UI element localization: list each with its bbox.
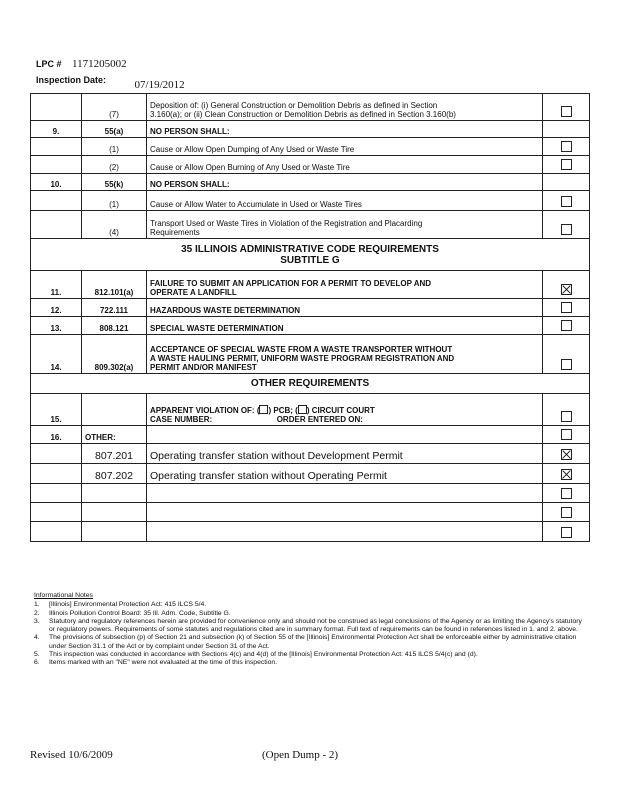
row-9-2-checkbox[interactable] xyxy=(561,159,572,170)
table-row xyxy=(31,503,590,522)
row-12-id: 12. xyxy=(31,299,82,317)
row-7-number: (7) xyxy=(82,94,147,121)
row-11-id: 11. xyxy=(31,271,82,299)
note-text: [Illinois] Environmental Protection Act: 415 ILCS 5/4. xyxy=(49,601,207,609)
row-10-4-number: (4) xyxy=(82,211,147,239)
table-row xyxy=(31,317,590,335)
row-10-1-number: (1) xyxy=(82,191,147,211)
row-7-checkbox[interactable] xyxy=(561,106,572,117)
row-14-id: 14. xyxy=(31,335,82,374)
lpc-number xyxy=(36,58,127,70)
row-14-text: ACCEPTANCE OF SPECIAL WASTE FROM A WASTE TRANSPORTER WITHOUT A WASTE HAULING PERMIT, UNIFORM WASTE PROGRAM REGISTRATION AND PERMIT AND/OR MANIFEST xyxy=(147,335,543,374)
case-number-label: CASE NUMBER: xyxy=(150,415,213,424)
section-header-row xyxy=(31,374,590,394)
notes-list xyxy=(34,601,589,667)
row-11-checkbox[interactable] xyxy=(561,284,572,295)
table-row xyxy=(31,174,590,191)
note-item xyxy=(34,659,589,667)
row-9-2-number: (2) xyxy=(82,156,147,174)
circuit-court-checkbox[interactable] xyxy=(298,405,307,414)
notes-title: Informational Notes xyxy=(34,592,93,599)
section-other-heading: OTHER REQUIREMENTS xyxy=(31,374,590,394)
table-row xyxy=(31,94,590,121)
table-row xyxy=(31,138,590,156)
table-row xyxy=(31,156,590,174)
note-number: 2. xyxy=(34,609,40,617)
blank-row-checkbox[interactable] xyxy=(561,488,572,499)
other-2-checkbox[interactable] xyxy=(561,469,572,480)
note-number: 6. xyxy=(34,659,40,667)
blank-row-checkbox[interactable] xyxy=(561,507,572,518)
inspection-date-value: 07/19/2012 xyxy=(134,79,185,91)
row-15-checkbox[interactable] xyxy=(561,411,572,422)
table-row xyxy=(31,444,590,464)
note-text: Items marked with an "NE" were not evaluated at the time of this inspection. xyxy=(49,659,278,667)
row-15-text: APPARENT VIOLATION OF: ( ) PCB; ( ) CIRCUIT COURT CASE NUMBER: ORDER ENTERED ON: xyxy=(147,394,543,426)
row-9-1-text: Cause or Allow Open Dumping of Any Used or Waste Tire xyxy=(147,138,543,156)
note-number: 3. xyxy=(34,617,40,625)
row-10-id: 10. xyxy=(31,174,82,191)
note-number: 4. xyxy=(34,634,40,642)
table-row xyxy=(31,211,590,239)
note-text: The provisions of subsection (p) of Section 21 and subsection (k) of Section 55 of the [Illinois] Environmental Protection Act shall be enforceable either by administrative citation under Section 31.1 of the Act or by complaint under Section 31 of the Act. xyxy=(49,634,577,650)
table-row xyxy=(31,426,590,444)
row-12-section: 722.111 xyxy=(82,299,147,317)
other-1-text: Operating transfer station without Development Permit xyxy=(147,444,543,464)
section-header-row xyxy=(31,239,590,271)
row-9-2-text: Cause or Allow Open Burning of Any Used or Waste Tire xyxy=(147,156,543,174)
row-16-id: 16. xyxy=(31,426,82,444)
table-row xyxy=(31,522,590,542)
row-10-text: NO PERSON SHALL: xyxy=(147,174,543,191)
lpc-value: 1171205002 xyxy=(72,58,127,70)
row-13-section: 808.121 xyxy=(82,317,147,335)
row-10-4-checkbox[interactable] xyxy=(561,224,572,235)
other-1-checkbox[interactable] xyxy=(561,449,572,460)
table-row xyxy=(31,121,590,138)
note-item xyxy=(34,618,589,635)
row-11-section: 812.101(a) xyxy=(82,271,147,299)
row-12-text: HAZARDOUS WASTE DETERMINATION xyxy=(147,299,543,317)
table-row xyxy=(31,271,590,299)
row-14-checkbox[interactable] xyxy=(561,359,572,370)
note-item xyxy=(34,634,589,651)
note-item xyxy=(34,601,589,609)
row-9-1-number: (1) xyxy=(82,138,147,156)
row-16-text: OTHER: xyxy=(82,426,147,444)
inspection-date-label: Inspection Date: xyxy=(36,75,107,85)
section-iac-heading: 35 ILLINOIS ADMINISTRATIVE CODE REQUIREMENTS SUBTITLE G xyxy=(31,239,590,271)
row-13-checkbox[interactable] xyxy=(561,320,572,331)
note-number: 1. xyxy=(34,601,40,609)
row-7-text: Deposition of: (i) General Construction or Demolition Debris as defined in Section 3.160(a); or (ii) Clean Construction or Demolition Debris as defined in Section 3.160(b) xyxy=(147,94,543,121)
row-13-text: SPECIAL WASTE DETERMINATION xyxy=(147,317,543,335)
revised-date: Revised 10/6/2009 xyxy=(30,749,113,761)
row-10-section: 55(k) xyxy=(82,174,147,191)
note-item xyxy=(34,651,589,659)
row-13-id: 13. xyxy=(31,317,82,335)
row-9-text: NO PERSON SHALL: xyxy=(147,121,543,138)
table-row xyxy=(31,335,590,374)
lpc-label: LPC # xyxy=(36,59,62,69)
row-9-id: 9. xyxy=(31,121,82,138)
other-1-section: 807.201 xyxy=(82,444,147,464)
table-row xyxy=(31,299,590,317)
table-row xyxy=(31,464,590,484)
row-10-1-checkbox[interactable] xyxy=(561,196,572,207)
row-9-section: 55(a) xyxy=(82,121,147,138)
row-16-checkbox[interactable] xyxy=(561,429,572,440)
order-entered-label: ORDER ENTERED ON: xyxy=(276,415,363,424)
row-11-text: FAILURE TO SUBMIT AN APPLICATION FOR A PERMIT TO DEVELOP AND OPERATE A LANDFILL xyxy=(147,271,543,299)
note-text: Statutory and regulatory references herein are provided for convenience only and should not be construed as legal conclusions of the Agency or as limiting the Agency's statutory or regulatory powers. Requirements of some statutes and regulations cited are in summary format. Full text of requirements can be found in references listed in 1. and 2. above. xyxy=(49,617,582,634)
note-item xyxy=(34,610,589,618)
row-9-1-checkbox[interactable] xyxy=(561,141,572,152)
row-14-section: 809.302(a) xyxy=(82,335,147,374)
inspection-date xyxy=(36,74,185,91)
table-row xyxy=(31,394,590,426)
table-row xyxy=(31,484,590,503)
inspection-checklist-table xyxy=(30,93,590,542)
note-text: Illinois Pollution Control Board: 35 Ill. Adm. Code, Subtitle G. xyxy=(49,609,231,617)
blank-row-checkbox[interactable] xyxy=(561,527,572,538)
page-label: (Open Dump - 2) xyxy=(262,749,339,761)
row-10-1-text: Cause or Allow Water to Accumulate in Used or Waste Tires xyxy=(147,191,543,211)
table-row xyxy=(31,191,590,211)
row-12-checkbox[interactable] xyxy=(561,302,572,313)
note-number: 5. xyxy=(34,651,40,659)
other-2-section: 807.202 xyxy=(82,464,147,484)
note-text: This inspection was conducted in accordance with Sections 4(c) and 4(d) of the [Illinois] Environmental Protection Act: 415 ILCS 5/4(c) and (d). xyxy=(49,651,478,659)
other-2-text: Operating transfer station without Operating Permit xyxy=(147,464,543,484)
row-15-id: 15. xyxy=(31,394,82,426)
informational-notes xyxy=(34,592,589,668)
row-10-4-text: Transport Used or Waste Tires in Violation of the Registration and Placarding Requirements xyxy=(147,211,543,239)
